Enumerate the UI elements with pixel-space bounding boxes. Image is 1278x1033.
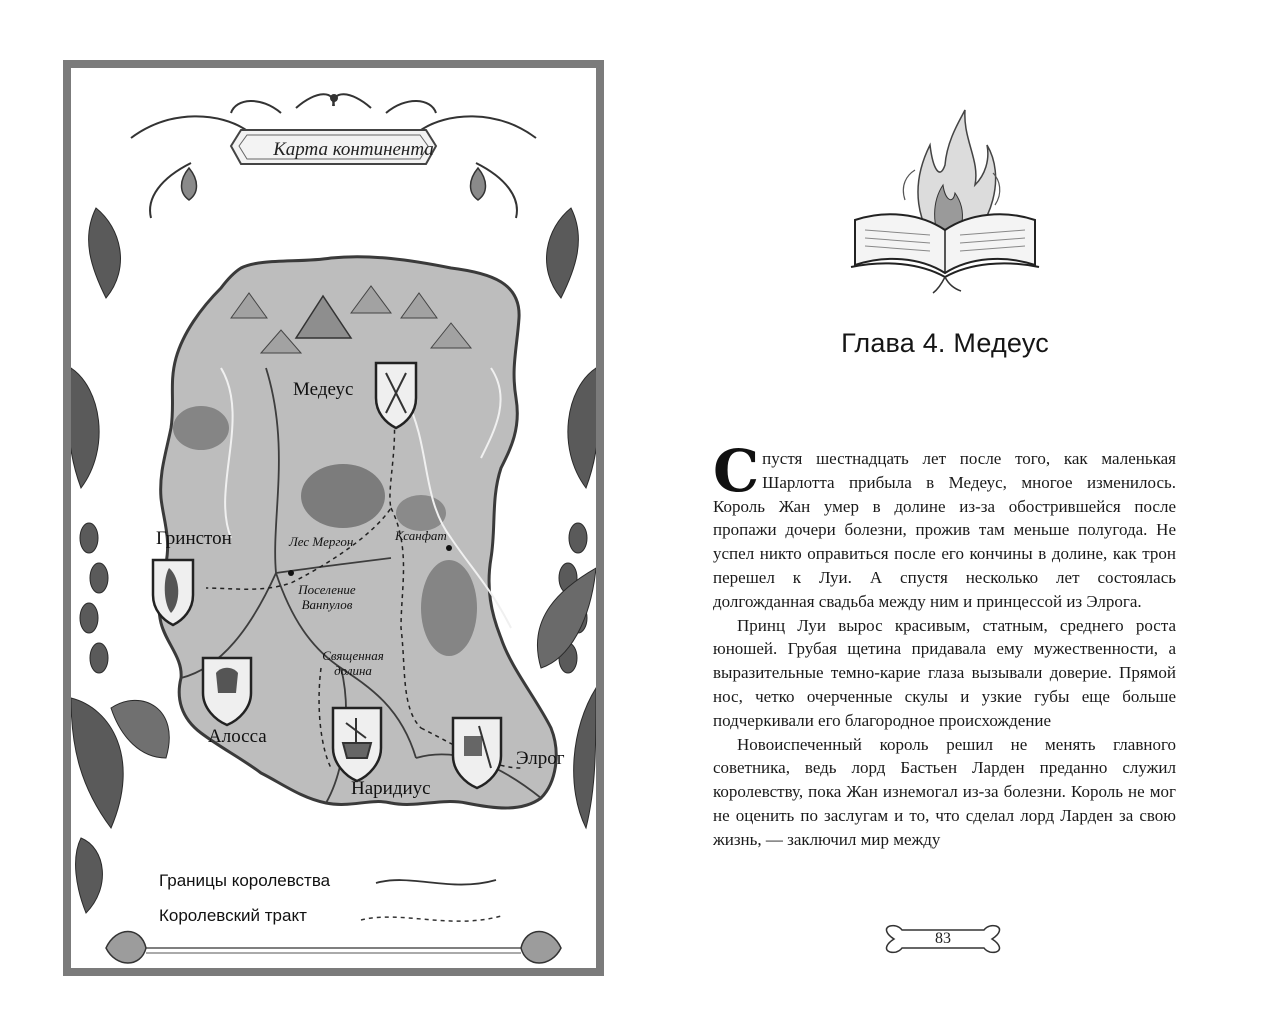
label-medeus: Медеус	[293, 379, 354, 400]
paragraph-1	[713, 437, 1176, 614]
paragraph-2: Принц Луи вырос красивым, статным, среднего роста юношей. Грубая щетина придавала ему мужественности, а выразительные темно-карие глаза вызывали доверие. Прямой нос, четко очерченные скулы и узкие губы еще больше подчеркивали его благородное происхождение	[713, 615, 1176, 730]
bulb-ornament-icon	[182, 168, 486, 200]
map-illustration	[71, 68, 596, 968]
map-title: Карта континента	[273, 139, 434, 160]
burning-book-icon	[845, 105, 1045, 295]
bottom-frame-icon	[106, 932, 561, 964]
label-grinston: Гринстон	[156, 528, 232, 549]
page-number: 83	[935, 930, 951, 947]
paragraph-3: Новоиспеченный король решил не менять главного советника, ведь лорд Бастьен Ларден преданно служил королевству, пока Жан изнемогал из-за болезни. Король не мог не оценить по заслугам и то, что сделал лорд Ларден за свою жизнь, — заключил мир между	[713, 734, 1176, 849]
label-alossa: Алосса	[208, 726, 267, 747]
label-ksanfat: Ксанфат	[395, 528, 447, 543]
legend-border-line-icon	[376, 880, 496, 885]
medeus-shield-icon	[376, 363, 416, 428]
label-elrog: Элрог	[516, 748, 565, 769]
label-forest: Лес Мергон	[289, 534, 354, 549]
chapter-title: Глава 4. Медеус	[841, 328, 1049, 358]
grinston-shield-icon	[153, 560, 193, 625]
label-settlement: Поселение Ванпулов	[298, 582, 356, 612]
paragraph-1-text: пустя шестнадцать лет после того, как маленькая Шарлотта прибыла в Медеус, многое изменилось. Король Жан умер в долине из-за обострившейся после пропажи дочери болезни, прожив там меньше полугода. Не успел никто оправиться после его кончины в долине, как трон перешел к Луи. А спустя несколько лет состоялась долгожданная свадьба между ним и принцессой из Элрога.	[713, 449, 1176, 611]
map-plate	[63, 60, 604, 976]
legend-road-line-icon	[361, 916, 501, 921]
legend-borders-label: Границы королевства	[159, 871, 331, 890]
legend-road-label: Королевский тракт	[159, 906, 307, 925]
map-plate-inner	[71, 68, 596, 968]
drop-cap: С	[713, 437, 760, 505]
label-valley: Священная долина	[322, 648, 384, 678]
chapter-body	[713, 437, 1176, 852]
label-naridius: Наридиус	[351, 778, 431, 799]
